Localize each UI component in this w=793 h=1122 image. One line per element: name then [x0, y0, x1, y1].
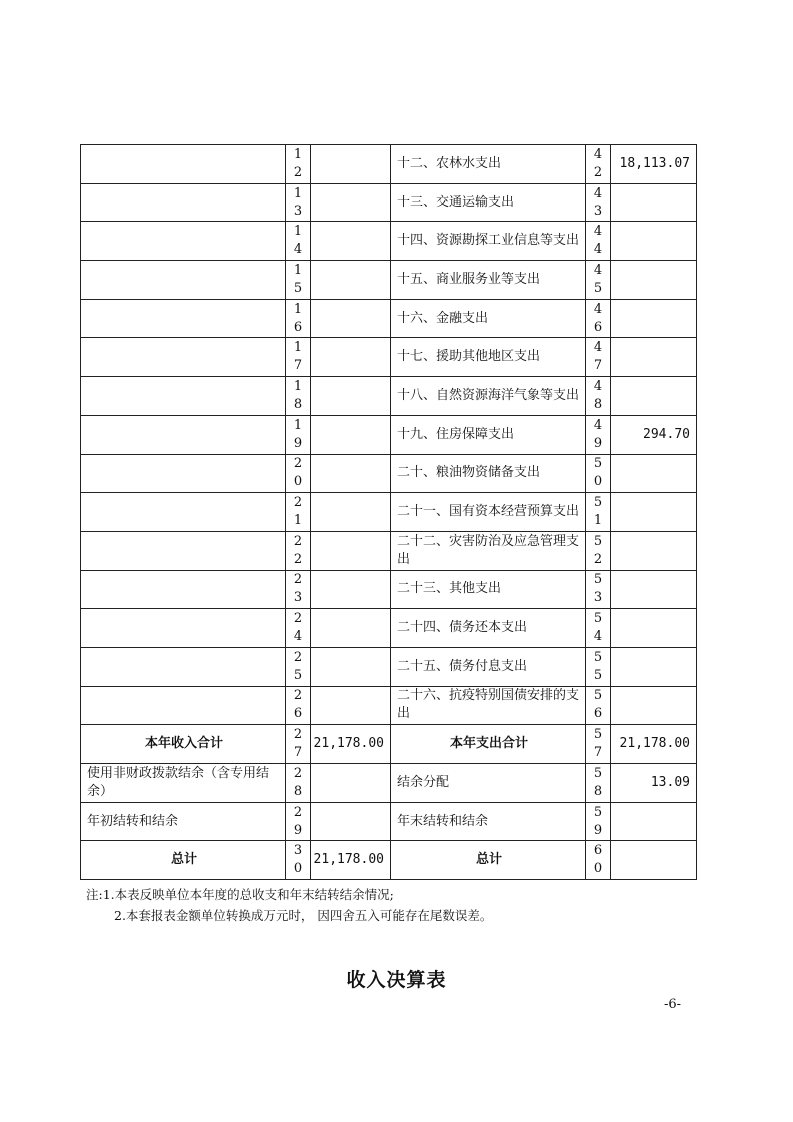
income-line-number: 1 8: [286, 377, 311, 416]
income-amount: [311, 570, 391, 609]
income-item-label: [81, 338, 286, 377]
income-amount: [311, 764, 391, 803]
table-row: [81, 764, 697, 803]
page-number: -6-: [664, 997, 682, 1012]
table-row: [81, 183, 697, 222]
expense-amount: [611, 183, 697, 222]
income-item-label: [81, 531, 286, 570]
expense-line-number: 4 6: [586, 299, 611, 338]
note-line: 注:1.本表反映单位本年度的总收支和年末结转结余情况;: [86, 887, 394, 902]
expense-amount: [611, 647, 697, 686]
table-notes: [86, 884, 492, 926]
income-amount: [311, 377, 391, 416]
expense-item-label: 十六、金融支出: [391, 299, 586, 338]
income-amount: [311, 338, 391, 377]
table-row: [81, 415, 697, 454]
income-item-label: [81, 609, 286, 648]
expense-item-label: 本年支出合计: [391, 725, 586, 764]
table-row: [81, 261, 697, 300]
expense-item-label: 年末结转和结余: [391, 802, 586, 841]
expense-amount: 294.70: [611, 415, 697, 454]
table-row: [81, 609, 697, 648]
expense-item-label: 十九、住房保障支出: [391, 415, 586, 454]
income-amount: [311, 299, 391, 338]
expense-item-label: 十七、援助其他地区支出: [391, 338, 586, 377]
income-line-number: 2 8: [286, 764, 311, 803]
income-item-label: [81, 493, 286, 532]
table-row: [81, 647, 697, 686]
table-row: [81, 222, 697, 261]
expense-item-label: 二十二、灾害防治及应急管理支出: [391, 531, 586, 570]
expense-line-number: 4 4: [586, 222, 611, 261]
expense-amount: 13.09: [611, 764, 697, 803]
expense-item-label: 结余分配: [391, 764, 586, 803]
income-line-number: 3 0: [286, 841, 311, 880]
expense-amount: [611, 377, 697, 416]
income-item-label: [81, 454, 286, 493]
income-item-label: 使用非财政拨款结余（含专用结余）: [81, 764, 286, 803]
income-item-label: [81, 183, 286, 222]
income-line-number: 2 9: [286, 802, 311, 841]
expense-line-number: 5 3: [586, 570, 611, 609]
table-row: [81, 454, 697, 493]
table-row: [81, 145, 697, 184]
income-line-number: 2 4: [286, 609, 311, 648]
expense-item-label: 二十三、其他支出: [391, 570, 586, 609]
income-item-label: [81, 261, 286, 300]
expense-amount: [611, 299, 697, 338]
table-row: [81, 725, 697, 764]
expense-amount: [611, 493, 697, 532]
expense-amount: [611, 454, 697, 493]
expense-item-label: 十五、商业服务业等支出: [391, 261, 586, 300]
table-row: [81, 377, 697, 416]
expense-item-label: 二十一、国有资本经营预算支出: [391, 493, 586, 532]
expense-line-number: 5 6: [586, 686, 611, 725]
income-item-label: 年初结转和结余: [81, 802, 286, 841]
income-amount: [311, 531, 391, 570]
income-line-number: 2 1: [286, 493, 311, 532]
income-line-number: 1 5: [286, 261, 311, 300]
income-item-label: [81, 222, 286, 261]
expense-item-label: 十八、自然资源海洋气象等支出: [391, 377, 586, 416]
expense-amount: [611, 261, 697, 300]
final-accounts-table: [80, 144, 697, 880]
income-line-number: 2 0: [286, 454, 311, 493]
expense-line-number: 5 2: [586, 531, 611, 570]
income-item-label: [81, 377, 286, 416]
income-item-label: [81, 299, 286, 338]
expense-item-label: 二十六、抗疫特别国债安排的支出: [391, 686, 586, 725]
income-amount: [311, 183, 391, 222]
expense-amount: [611, 570, 697, 609]
expense-line-number: 4 5: [586, 261, 611, 300]
income-item-label: [81, 145, 286, 184]
income-amount: [311, 145, 391, 184]
income-amount: 21,178.00: [311, 725, 391, 764]
table-row: [81, 686, 697, 725]
income-item-label: [81, 415, 286, 454]
expense-item-label: 总计: [391, 841, 586, 880]
expense-amount: [611, 802, 697, 841]
income-amount: [311, 261, 391, 300]
expense-line-number: 4 8: [586, 377, 611, 416]
table-row: [81, 531, 697, 570]
table-row: [81, 841, 697, 880]
expense-amount: [611, 531, 697, 570]
income-amount: [311, 686, 391, 725]
expense-amount: [611, 222, 697, 261]
expense-line-number: 5 4: [586, 609, 611, 648]
table-row: [81, 299, 697, 338]
expense-item-label: 十三、交通运输支出: [391, 183, 586, 222]
income-item-label: [81, 686, 286, 725]
expense-line-number: 5 5: [586, 647, 611, 686]
income-line-number: 1 9: [286, 415, 311, 454]
income-amount: [311, 609, 391, 648]
expense-line-number: 5 0: [586, 454, 611, 493]
expense-amount: 18,113.07: [611, 145, 697, 184]
note-line: 2.本套报表金额单位转换成万元时， 因四舍五入可能存在尾数误差。: [114, 908, 493, 923]
expense-item-label: 二十、粮油物资储备支出: [391, 454, 586, 493]
income-line-number: 1 4: [286, 222, 311, 261]
expense-amount: [611, 609, 697, 648]
expense-amount: [611, 841, 697, 880]
income-amount: [311, 454, 391, 493]
expense-item-label: 二十五、债务付息支出: [391, 647, 586, 686]
expense-line-number: 4 2: [586, 145, 611, 184]
income-line-number: 2 7: [286, 725, 311, 764]
income-line-number: 1 7: [286, 338, 311, 377]
income-item-label: 总计: [81, 841, 286, 880]
expense-amount: 21,178.00: [611, 725, 697, 764]
income-amount: 21,178.00: [311, 841, 391, 880]
income-line-number: 2 6: [286, 686, 311, 725]
income-line-number: 1 3: [286, 183, 311, 222]
expense-line-number: 4 7: [586, 338, 611, 377]
expense-item-label: 二十四、债务还本支出: [391, 609, 586, 648]
income-amount: [311, 647, 391, 686]
income-line-number: 2 3: [286, 570, 311, 609]
income-line-number: 1 6: [286, 299, 311, 338]
income-amount: [311, 802, 391, 841]
next-table-title: 收入决算表: [346, 969, 447, 991]
income-line-number: 2 5: [286, 647, 311, 686]
expense-line-number: 4 9: [586, 415, 611, 454]
expense-line-number: 4 3: [586, 183, 611, 222]
expense-line-number: 5 1: [586, 493, 611, 532]
expense-line-number: 5 9: [586, 802, 611, 841]
income-item-label: 本年收入合计: [81, 725, 286, 764]
expense-line-number: 5 8: [586, 764, 611, 803]
table-row: [81, 338, 697, 377]
income-line-number: 2 2: [286, 531, 311, 570]
expense-amount: [611, 338, 697, 377]
income-line-number: 1 2: [286, 145, 311, 184]
expense-item-label: 十四、资源勘探工业信息等支出: [391, 222, 586, 261]
expense-line-number: 5 7: [586, 725, 611, 764]
expense-item-label: 十二、农林水支出: [391, 145, 586, 184]
table-row: [81, 570, 697, 609]
income-amount: [311, 415, 391, 454]
income-item-label: [81, 570, 286, 609]
income-amount: [311, 493, 391, 532]
expense-line-number: 6 0: [586, 841, 611, 880]
income-item-label: [81, 647, 286, 686]
expense-amount: [611, 686, 697, 725]
table-row: [81, 802, 697, 841]
table-row: [81, 493, 697, 532]
income-amount: [311, 222, 391, 261]
